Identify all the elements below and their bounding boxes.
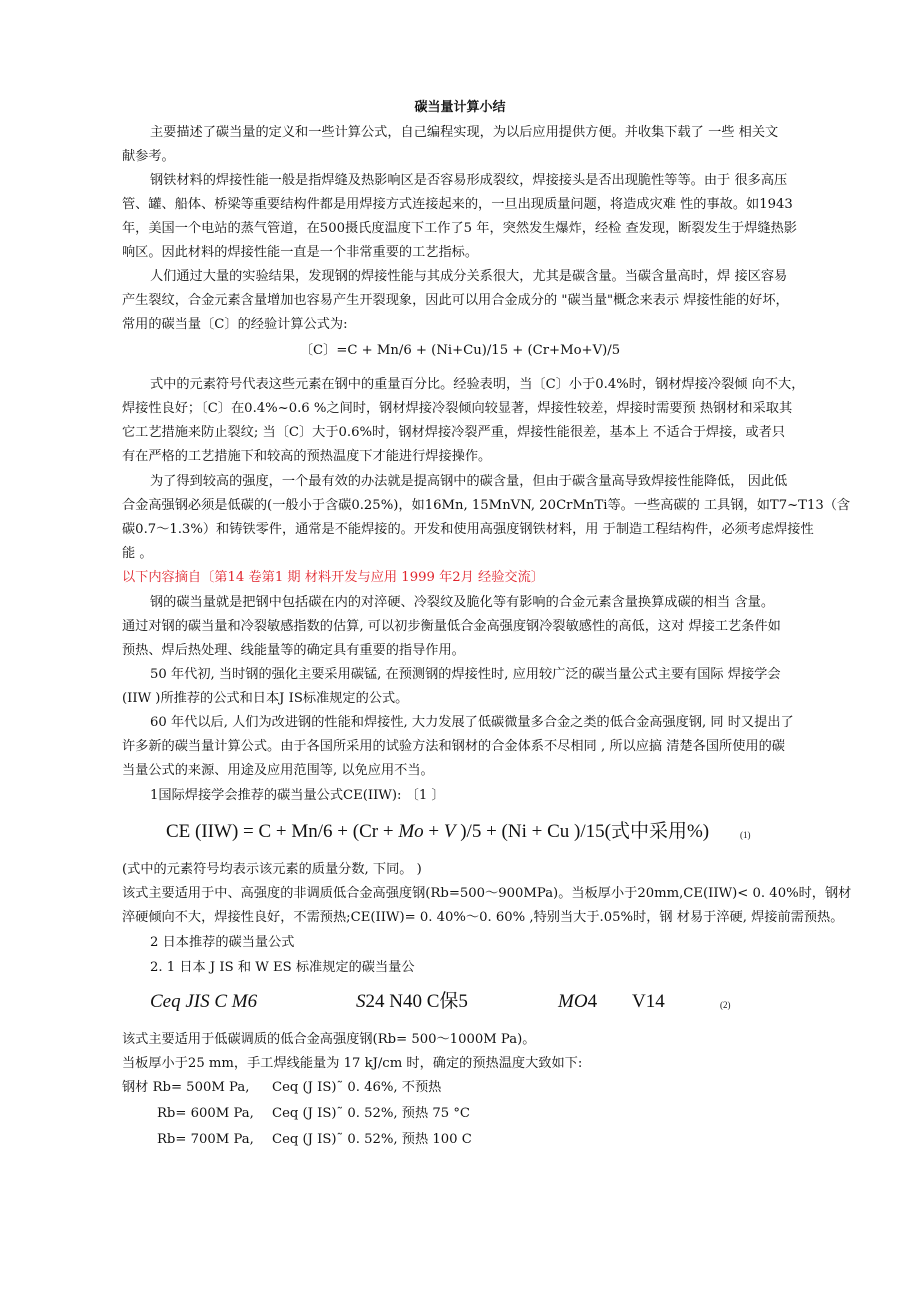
para-line: 当量公式的来源、用途及应用范围等, 以免应用不当。 — [122, 763, 434, 778]
para-line: 通过对钢的碳当量和冷裂敏感指数的估算, 可以初步衡量低合金高强度钢冷裂敏感性的高低，这对 焊接工艺条件如 — [122, 619, 781, 634]
para-line: 产生裂纹，合金元素含量增加也容易产生开裂现象，因此可以用合金成分的 "碳当量"概念来表示 焊接性能的好坏， — [122, 293, 789, 308]
para-line: 献参考。 — [122, 149, 175, 164]
eq2-part: MO — [558, 991, 588, 1012]
para-line: 响区。因此材料的焊接性能一直是一个非常重要的工艺指标。 — [122, 245, 479, 260]
para-line: 该式主要适用于低碳调质的低合金高强度钢(Rb= 500～1000M Pa)。 — [122, 1032, 536, 1047]
para-line: 钢铁材料的焊接性能一般是指焊缝及热影响区是否容易形成裂纹，焊接接头是否出现脆性等等。由于 很多高压 — [150, 173, 788, 188]
equation-number: (1) — [740, 830, 751, 840]
eq2-part: S — [356, 991, 366, 1012]
eq1-part: V — [443, 821, 456, 842]
equation-2-part: Ceq JIS C M6 — [150, 991, 258, 1012]
para-line: 碳0.7～1.3%）和铸铁零件，通常是不能焊接的。开发和使用高强度钢铁材料，用 于制造工程结构件，必须考虑焊接性 — [122, 522, 814, 537]
para-line: 管、罐、船体、桥梁等重要结构件都是用焊接方式连接起来的，一旦出现质量问题，将造成灾难 性的事故。如1943 — [122, 197, 793, 212]
para-line: 当板厚小于25 mm，手工焊线能量为 17 kJ/cm 时，确定的预热温度大致如下: — [122, 1056, 583, 1071]
para-line: (IIW )所推荐的公式和日本J IS标准规定的公式。 — [122, 691, 409, 706]
para-line: 式中的元素符号代表这些元素在钢中的重量百分比。经验表明，当〔C〕小于0.4%时，钢材焊接冷裂倾 向不大， — [150, 377, 805, 392]
section-heading: 1国际焊接学会推荐的碳当量公式CE(IIW): 〔1 〕 — [150, 788, 445, 803]
eq2-part: 24 N40 C保5 — [365, 991, 468, 1012]
table-row-cell: Ceq (J IS)˜ 0. 52%, 预热 100 C — [272, 1132, 472, 1147]
para-line: (式中的元素符号均表示该元素的质量分数, 下同。 ) — [122, 862, 422, 877]
section-heading: 2. 1 日本 J IS 和 W ES 标准规定的碳当量公 — [150, 960, 415, 975]
para-line: 能 。 — [122, 546, 153, 561]
para-line: 该式主要适用于中、高强度的非调质低合金高强度钢(Rb=500～900MPa)。当板厚小于20mm,CE(IIW)< 0. 40%时，钢材 — [122, 886, 852, 901]
para-line: 60 年代以后, 人们为改进钢的性能和焊接性, 大力发展了低碳微量多合金之类的低合金高强度钢, 同 时又提出了 — [150, 715, 794, 730]
table-row-cell: Rb= 600M Pa, — [157, 1106, 254, 1121]
formula-line: 〔C〕=C + Mn/6 + (Ni+Cu)/15 + (Cr+Mo+V)/5 — [299, 343, 621, 358]
equation-1 — [166, 820, 709, 844]
para-line: 常用的碳当量〔C〕的经验计算公式为: — [122, 317, 348, 332]
para-line: 焊接性良好；〔C〕在0.4%~0.6 %之间时，钢材焊接冷裂倾向较显著，焊接性较差，焊接时需要预 热钢材和采取其 — [122, 401, 793, 416]
para-line: 合金高强钢必须是低碳的(一般小于含碳0.25%)，如16Mn, 15MnVN, 20CrMnTi等。一些高碳的 工具钢，如T7~T13（含 — [122, 498, 851, 513]
section-heading: 2 日本推荐的碳当量公式 — [150, 935, 295, 950]
equation-number: (2) — [720, 1000, 731, 1010]
para-line: 50 年代初, 当时钢的强化主要采用碳锰, 在预测钢的焊接性时, 应用较广泛的碳当量公式主要有国际 焊接学会 — [150, 667, 781, 682]
eq1-part: )/5 + (Ni + Cu )/15(式中采用%) — [455, 821, 710, 842]
equation-2-part — [356, 990, 468, 1014]
para-line: 为了得到较高的强度，一个最有效的办法就是提高钢中的碳含量，但由于碳含量高导致焊接性能降低， 因此低 — [150, 474, 788, 489]
table-row-cell: 钢材 Rb= 500M Pa, — [122, 1080, 250, 1095]
eq1-part: Mo — [398, 821, 424, 842]
source-citation: 以下内容摘自〔第14 卷第1 期 材料开发与应用 1999 年2月 经验交流〕 — [122, 570, 544, 585]
equation-2-part — [558, 990, 597, 1014]
eq1-part: CE (IIW) = C + Mn/6 + (Cr + — [166, 821, 399, 842]
para-line: 许多新的碳当量计算公式。由于各国所采用的试验方法和钢材的合金体系不尽相同 , 所以应搞 清楚各国所使用的碳 — [122, 739, 785, 754]
eq2-part: 4 — [587, 991, 598, 1012]
para-line: 它工艺措施来防止裂纹; 当〔C〕大于0.6%时，钢材焊接冷裂严重，焊接性能很差，基本上 不适合于焊接，或者只 — [122, 425, 786, 440]
table-row-cell: Rb= 700M Pa, — [157, 1132, 254, 1147]
para-line: 淬硬倾向不大，焊接性良好，不需预热;CE(IIW)= 0. 40%～0. 60% ,特别当大于.05%时，钢 材易于淬硬, 焊接前需预热。 — [122, 910, 844, 925]
para-line: 年，美国一个电站的蒸气管道，在500摄氏度温度下工作了5 年，突然发生爆炸，经检 查发现，断裂发生于焊缝热影 — [122, 221, 797, 236]
doc-title: 碳当量计算小结 — [414, 100, 506, 115]
table-row-cell: Ceq (J IS)˜ 0. 52%, 预热 75 °C — [272, 1106, 471, 1121]
para-line: 钢的碳当量就是把钢中包括碳在内的对淬硬、冷裂纹及脆化等有影响的合金元素含量换算成碳的相当 含量。 — [150, 595, 775, 610]
para-line: 人们通过大量的实验结果，发现钢的焊接性能与其成分关系很大，尤其是碳含量。当碳含量高时，焊 接区容易 — [150, 269, 788, 284]
para-line: 主要描述了碳当量的定义和一些计算公式，自己编程实现，为以后应用提供方便。并收集下载了 一些 相关文 — [150, 125, 779, 140]
para-line: 预热、焊后热处理、线能量等的确定具有重要的指导作用。 — [122, 643, 465, 658]
eq1-part: + — [423, 821, 444, 842]
para-line: 有在严格的工艺措施下和较高的预热温度下才能进行焊接操作。 — [122, 449, 492, 464]
table-row-cell: Ceq (J IS)˜ 0. 46%, 不预热 — [272, 1080, 442, 1095]
equation-2-part: V14 — [632, 991, 665, 1012]
